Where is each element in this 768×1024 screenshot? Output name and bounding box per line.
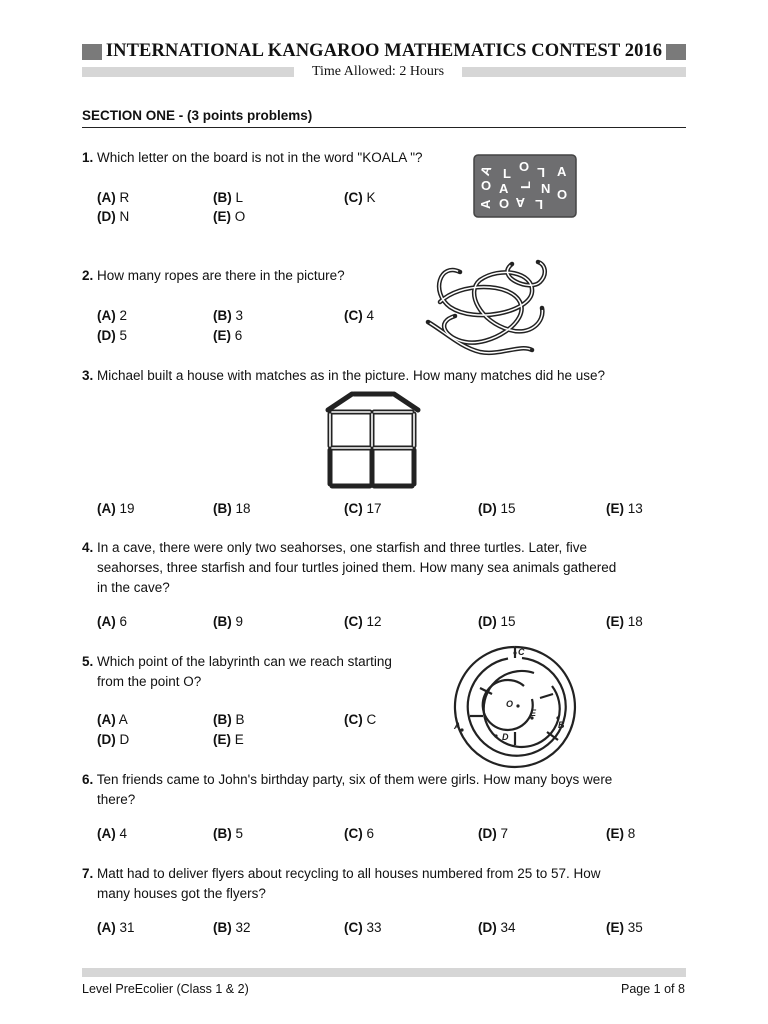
option-a[interactable]: (A) 6 [97,614,128,629]
maze-label-o: O [506,699,514,709]
maze-label-c: C [518,647,525,657]
footer-level: Level PreEcolier (Class 1 & 2) [82,982,249,996]
option-b[interactable]: (B) 9 [213,614,244,629]
board-letter: A [499,181,509,196]
question-number: 1. [82,150,94,165]
option-b[interactable]: (B) 5 [213,826,244,841]
maze-label-e: E [530,708,537,718]
option-a[interactable]: (A) A [97,712,128,727]
question-3: 3. Michael built a house with matches as in the picture. How many matches did he use? [82,368,606,383]
subheader-bar-left [82,67,294,77]
option-d[interactable]: (D) 15 [478,614,516,629]
question-2: 2. How many ropes are there in the picture? [82,268,345,283]
board-letter: O [557,187,568,202]
question-5: 5. Which point of the labyrinth can we reach starting [82,654,392,669]
option-d[interactable]: (D) N [97,209,130,224]
option-b[interactable]: (B) 3 [213,308,244,323]
option-d[interactable]: (D) 15 [478,501,516,516]
option-d[interactable]: (D) 5 [97,328,128,343]
board-letter: A [515,195,525,210]
option-e[interactable]: (E) E [213,732,244,747]
maze-label-b: B [558,720,565,730]
board-letter: N [541,181,551,196]
page-number: Page 1 of 8 [621,982,685,996]
option-d[interactable]: (D) D [97,732,130,747]
maze-label-a: A [454,721,461,731]
option-e[interactable]: (E) 6 [213,328,243,343]
maze-label-d: D [502,732,509,742]
question-1 [82,148,423,168]
board-letter: A [477,163,495,178]
section-title: SECTION ONE - (3 points problems) [82,108,313,123]
question-4-line-3: in the cave? [97,580,170,595]
board-letter: L [535,197,543,212]
option-e[interactable]: (E) 13 [606,501,643,516]
option-a[interactable]: (A) 2 [97,308,128,323]
board-letter: A [478,199,493,209]
option-a[interactable]: (A) 19 [97,501,135,516]
question-6: 6. Ten friends came to John's birthday party, six of them were girls. How many boys were [82,772,613,787]
board-letter: A [557,164,567,179]
option-b[interactable]: (B) 32 [213,920,251,935]
option-a[interactable]: (A) 4 [97,826,128,841]
option-c[interactable]: (C) 6 [344,826,375,841]
board-letter: O [519,159,530,174]
board-letter: L [503,166,511,181]
option-d[interactable]: (D) 34 [478,920,516,935]
option-e[interactable]: (E) O [213,209,246,224]
option-c[interactable]: (C) 17 [344,501,382,516]
header-bar-right [666,44,686,60]
question-7: 7. Matt had to deliver flyers about recycling to all houses numbered from 25 to 57. How [82,866,601,881]
header-bar-left [82,44,102,60]
question-4-line-2: seahorses, three starfish and four turtles joined them. How many sea animals gathered [97,560,617,575]
option-c[interactable]: (C) C [344,712,377,727]
question-4: 4. In a cave, there were only two seahorses, one starfish and three turtles. Later, five [82,540,588,555]
option-b[interactable]: (B) L [213,190,244,205]
ropes-image [420,252,560,362]
time-allowed: Time Allowed: 2 Hours [311,64,445,79]
option-e[interactable]: (E) 18 [606,614,643,629]
question-6-line-2: there? [97,792,136,807]
option-e[interactable]: (E) 35 [606,920,643,935]
board-letter: O [499,196,510,211]
board-letter: L [518,181,533,189]
question-text: Which letter on the board is not in the word "KOALA "? [97,150,423,165]
option-d[interactable]: (D) 7 [478,826,509,841]
matchstick-house-image [322,390,424,492]
option-e[interactable]: (E) 8 [606,826,636,841]
option-c[interactable]: (C) K [344,190,376,205]
letter-board-image [473,154,577,218]
board-letter: L [537,165,545,180]
labyrinth-image [452,644,578,770]
subheader-bar-right [462,67,686,77]
board-letter: O [481,178,492,193]
option-a[interactable]: (A) 31 [97,920,135,935]
question-5-line-2: from the point O? [97,674,202,689]
option-b[interactable]: (B) B [213,712,245,727]
question-7-line-2: many houses got the flyers? [97,886,266,901]
option-b[interactable]: (B) 18 [213,501,251,516]
contest-title: INTERNATIONAL KANGAROO MATHEMATICS CONTEST 2016 [105,41,663,61]
option-c[interactable]: (C) 4 [344,308,375,323]
option-a[interactable]: (A) R [97,190,130,205]
section-divider [82,127,686,128]
option-c[interactable]: (C) 12 [344,614,382,629]
option-c[interactable]: (C) 33 [344,920,382,935]
footer-bar [82,968,686,977]
